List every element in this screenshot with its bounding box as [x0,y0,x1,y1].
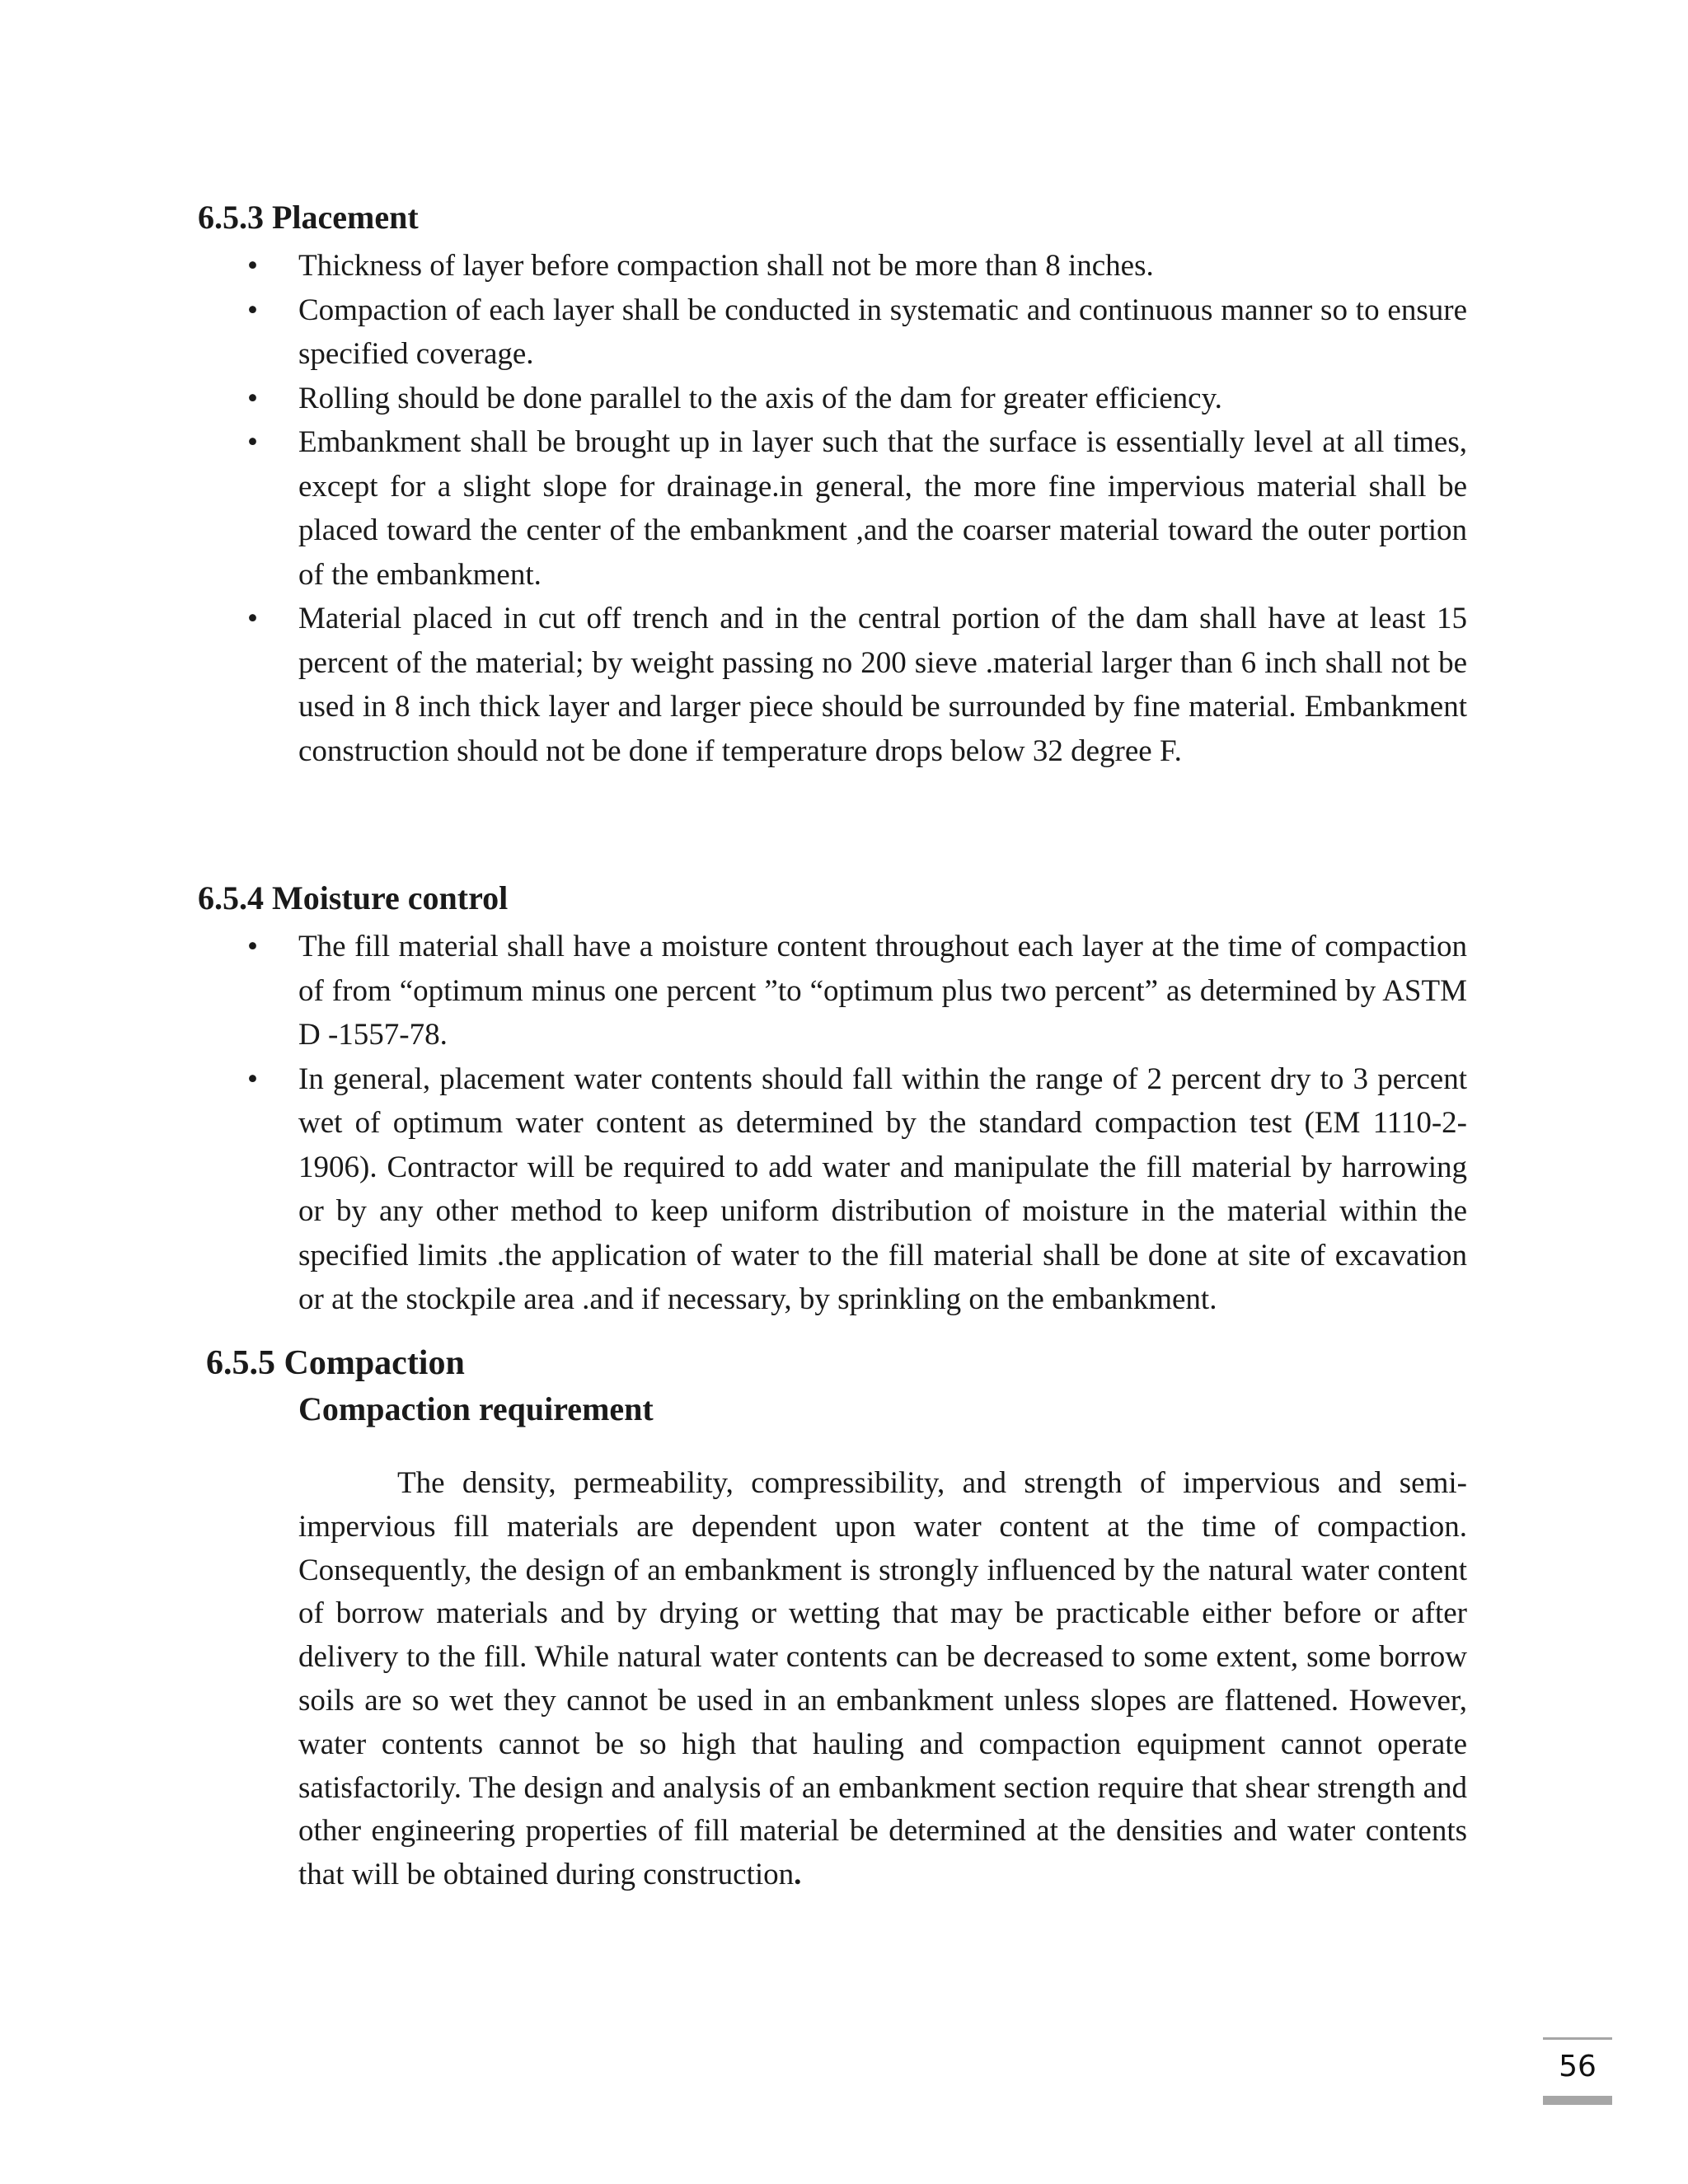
compaction-paragraph [298,1462,1467,1897]
subheading-compaction-requirement: Compaction requirement [298,1390,654,1427]
compaction-paragraph-end: . [794,1858,802,1892]
moisture-bullet-list [247,925,1467,1322]
list-item: • Thickness of layer before compaction shall not be more than 8 inches. [247,244,1467,288]
placement-bullet-list [247,244,1467,773]
list-item: • Rolling should be done parallel to the axis of the dam for greater efficiency. [247,377,1467,421]
section-heading-placement: 6.5.3 Placement [198,199,419,236]
section-heading-moisture-control: 6.5.4 Moisture control [198,879,509,916]
page-number: 56 [1559,2050,1597,2083]
list-item: • Compaction of each layer shall be conducted in systematic and continuous manner so to ensure specified coverage. [247,288,1467,377]
page-number-box [1543,2037,1612,2105]
list-item: • In general, placement water contents should fall within the range of 2 percent dry to 3 percent wet of optimum water content as determined by the standard compaction test (EM 1110-2-1906). Contractor will be required to add water and manipulate the fill material by harrowing or by any other method to keep uniform distribution of moisture in the material within the specified limits .the application of water to the fill material shall be done at site of excavation or at the stockpile area .and if necessary, by sprinkling on the embankment. [247,1057,1467,1322]
list-item: • Embankment shall be brought up in layer such that the surface is essentially level at all times, except for a slight slope for drainage.in general, the more fine impervious material shall be placed toward the center of the embankment ,and the coarser material toward the outer portion of the embankment. [247,420,1467,597]
list-item: • The fill material shall have a moisture content throughout each layer at the time of compaction of from “optimum minus one percent ”to “optimum plus two percent” as determined by ASTM D -1557-78. [247,925,1467,1057]
list-item: • Material placed in cut off trench and in the central portion of the dam shall have at least 15 percent of the material; by weight passing no 200 sieve .material larger than 6 inch shall not be used in 8 inch thick layer and larger piece should be surrounded by fine material. Embankment construction should not be done if temperature drops below 32 degree F. [247,597,1467,773]
page-number-bottom-rule [1543,2096,1612,2105]
compaction-paragraph-text: The density, permeability, compressibility, and strength of impervious and semi-impervious fill materials are dependent upon water content at the time of compaction. Consequently, the design of an embankment is strongly influenced by the natural water content of borrow materials and by drying or wetting that may be practicable either before or after delivery to the fill. While natural water contents can be decreased to some extent, some borrow soils are so wet they cannot be used in an embankment unless slopes are flattened. However, water contents cannot be so high that hauling and compaction equipment cannot operate satisfactorily. The design and analysis of an embankment section require that shear strength and other engineering properties of fill material be determined at the densities and water contents that will be obtained during construction [298,1466,1467,1892]
page-number-top-rule [1543,2037,1612,2040]
section-heading-compaction: 6.5.5 Compaction [206,1344,465,1382]
